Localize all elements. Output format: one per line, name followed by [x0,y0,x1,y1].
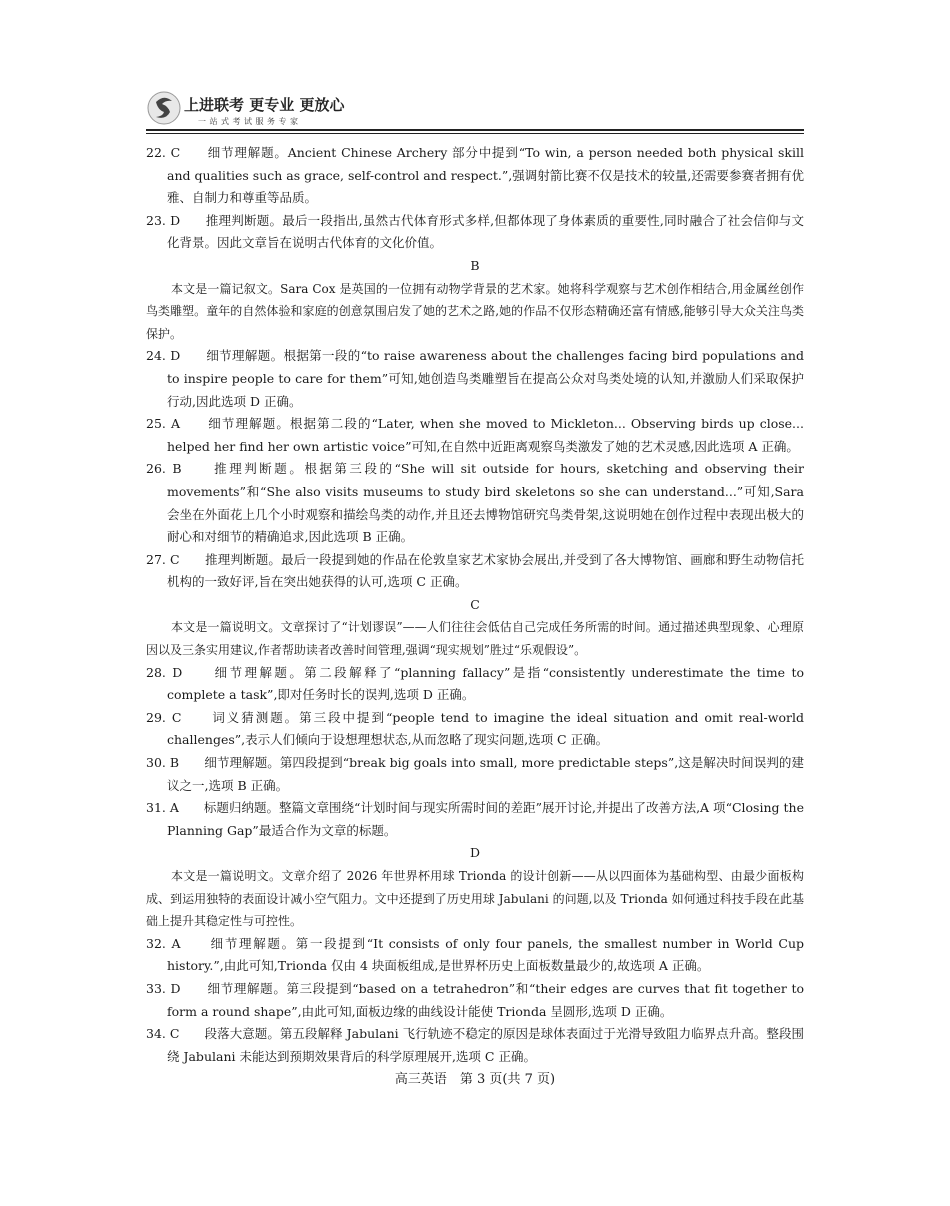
answer-explanation: 标题归纳题。整篇文章围绕“计划时间与现实所需时间的差距”展开讨论,并提出了改善方法,A 项“Closing the Planning Gap”最适合作为文章的标题。 [167,800,804,838]
answer-explanation: 推理判断题。最后一段指出,虽然古代体育形式多样,但都体现了身体素质的重要性,同时融合了社会信仰与文化背景。因此文章旨在说明古代体育的文化价值。 [167,212,804,251]
answer-item [146,142,804,210]
page-footer: 高三英语 第 3 页(共 7 页) [394,1072,556,1087]
answer-number: 29. C [146,709,182,725]
answer-item [146,345,804,413]
answer-number: 25. A [146,416,180,432]
answer-explanation: 段落大意题。第五段解释 Jabulani 飞行轨迹不稳定的原因是球体表面过于光滑导致阻力临界点升高。整段围绕 Jabulani 未能达到预期效果背后的科学原理展开,选项 C 正确。 [167,1026,804,1064]
answer-explanation: 推理判断题。根据第三段的“She will sit outside for hours, sketching and observing their movements”和“She also visits museums to study bird skeletons so she can understand...”可知,Sara 会坐在外面花上几个小时观察和描绘鸟类的动作,并且还去博物馆研究鸟类骨架,这说明她在创作过程中表现出极大的耐心和对细节的精确追求,因此选项 B 正确。 [167,461,804,545]
answer-content [146,142,804,1068]
answer-item [146,797,804,842]
answer-item [146,662,804,707]
answer-number: 26. B [146,461,182,477]
answer-number: 22. C [146,145,181,160]
answer-explanation: 细节理解题。第二段解释了“planning fallacy”是指“consistently underestimate the time to complete a task”,即对任务时长的误判,选项 D 正确。 [167,664,804,703]
answer-item [146,707,804,752]
answer-number: 23. D [146,212,181,228]
section-letter: D [469,845,481,861]
answer-item [146,978,804,1023]
answer-number: 28. D [146,664,183,680]
answer-item [146,458,804,548]
answer-item [146,549,804,594]
answer-number: 31. A [146,800,179,816]
answer-explanation: 细节理解题。根据第二段的“Later, when she moved to Mickleton... Observing birds up close... helped her find her own artistic voice”可知,在自然中近距离观察鸟类激发了她的艺术灵感,因此选项 A 正确。 [167,416,804,454]
answer-number: 34. C [146,1026,180,1042]
answer-explanation: 细节理解题。根据第一段的“to raise awareness about the challenges facing bird populations and to inspire people to care for them”可知,她创造鸟类雕塑旨在提高公众对鸟类处境的认知,并激励人们采取保护行动,因此选项 D 正确。 [167,348,804,409]
header-subtitle: 一站式考试服务专家 [198,117,302,126]
answer-number: 33. D [146,980,181,996]
answer-item [146,933,804,978]
header-rule-thin [146,133,804,134]
answer-number: 24. D [146,348,181,364]
answer-number: 32. A [146,935,181,951]
section-letter: B [470,257,480,273]
passage-summary: 本文是一篇记叙文。Sara Cox 是英国的一位拥有动物学背景的艺术家。她将科学观察与艺术创作相结合,用金属丝创作鸟类雕塑。童年的自然体验和家庭的创意氛围启发了她的艺术之路,她的作品不仅形态精确还富有情感,能够引导大众关注鸟类保护。 [146,281,804,341]
answer-item [146,413,804,458]
answer-number: 27. C [146,551,180,567]
passage-summary: 本文是一篇说明文。文章探讨了“计划谬误”——人们往往会低估自己完成任务所需的时间。通过描述典型现象、心理原因以及三条实用建议,作者帮助读者改善时间管理,强调“现实规划”胜过“乐观假设”。 [146,620,804,658]
answer-explanation: 推理判断题。最后一段提到她的作品在伦敦皇家艺术家协会展出,并受到了各大博物馆、画廊和野生动物信托机构的一致好评,旨在突出她获得的认可,选项 C 正确。 [167,551,804,590]
answer-explanation: 细节理解题。第三段提到“based on a tetrahedron”和“their edges are curves that fit together to form a round shape”,由此可知,面板边缘的曲线设计能使 Trionda 呈圆形,选项 D 正确。 [167,980,805,1019]
answer-explanation: 词义猜测题。第三段中提到“people tend to imagine the ideal situation and omit real-world challenges”,表示人们倾向于设想理想状态,从而忽略了现实问题,选项 C 正确。 [167,709,804,748]
answer-item [146,1023,804,1068]
page-header [146,88,806,130]
answer-number: 30. B [146,755,180,771]
answer-explanation: 细节理解题。第一段提到“It consists of only four panels, the smallest number in World Cup history.”,由此可知,Trionda 仅由 4 块面板组成,是世界杯历史上面板数量最少的,故选项 A 正确。 [167,935,804,974]
answer-item [146,752,804,797]
section-letter: C [470,596,480,612]
header-rule [146,129,804,131]
answer-explanation: 细节理解题。第四段提到“break big goals into small, more predictable steps”,这是解决时间误判的建议之一,选项 B 正确。 [167,755,804,793]
passage-summary: 本文是一篇说明文。文章介绍了 2026 年世界杯用球 Trionda 的设计创新——从以四面体为基础构型、由最少面板构成、到运用独特的表面设计减小空气阻力。文中还提到了历史用球 Jabulani 的问题,以及 Trionda 如何通过科技手段在此基础上提升其稳定性与可控性。 [146,869,804,929]
answer-explanation: 细节理解题。Ancient Chinese Archery 部分中提到“To win, a person needed both physical skill and qualities such as grace, self-control and respect.”,强调射箭比赛不仅是技术的较量,还需要参赛者拥有优雅、自制力和尊重等品质。 [167,145,804,206]
header-slogan: 上进联考 更专业 更放心 [184,96,345,114]
answer-item [146,210,804,255]
logo-icon [146,90,182,126]
